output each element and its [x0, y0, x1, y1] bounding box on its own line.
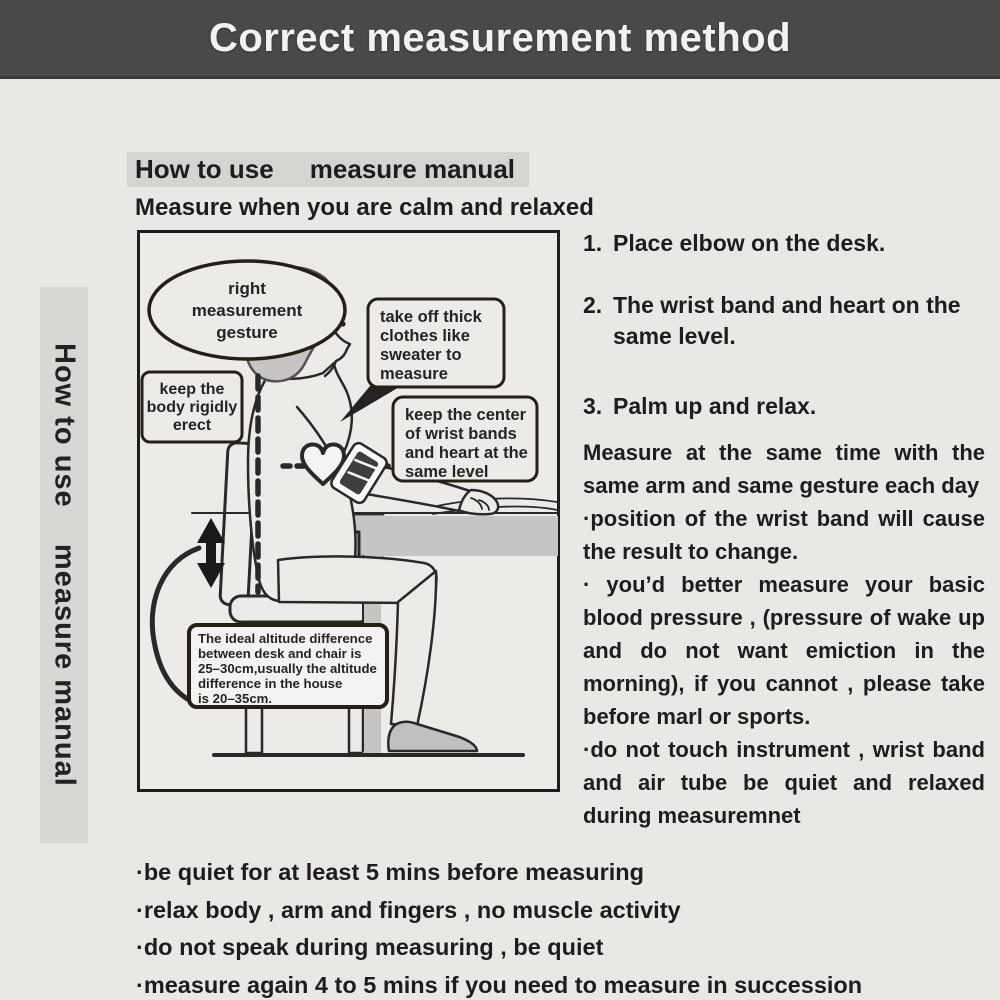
gesture-bubble-line: measurement [191, 301, 303, 320]
step-text: Palm up and relax. [613, 393, 817, 419]
note-paragraph: Measure at the same time with the same arm and same gesture each day [583, 440, 985, 498]
clothes-bubble-line: measure [380, 365, 448, 383]
step-number: 2. [583, 292, 603, 318]
notes-list [583, 436, 985, 832]
gesture-bubble [149, 261, 345, 359]
note-paragraph: ·position of the wrist band will cause the result to change. [583, 506, 985, 564]
clothes-bubble-line: take off thick [380, 308, 482, 326]
section-heading-band [127, 152, 529, 187]
note-paragraph: · you’d better measure your basic blood pressure , (pressure of wake up and do not want emiction in the morning), if you cannot , please take before marl or sports. [583, 572, 985, 729]
gesture-bubble-line: gesture [216, 323, 278, 342]
step-item [583, 290, 985, 352]
bullet-line: ·relax body , arm and fingers , no muscle activity [136, 896, 681, 923]
altitude-note-line: 25–30cm,usually the altitude [198, 661, 377, 676]
step-text: The wrist band and heart on the same level. [613, 292, 961, 349]
step-item [583, 391, 985, 422]
bullet-line: ·be quiet for at least 5 mins before measuring [136, 859, 644, 885]
bullet-line: ·do not speak during measuring , be quiet [136, 934, 604, 960]
altitude-note-line: between desk and chair is [198, 646, 362, 661]
altitude-note-line: difference in the house [198, 676, 343, 691]
wrist-level-line: same level [405, 463, 489, 481]
altitude-note-line: is 20–35cm. [198, 691, 273, 706]
wrist-level-box [393, 397, 537, 481]
step-text: Place elbow on the desk. [613, 230, 886, 256]
wrist-level-line: of wrist bands [405, 425, 517, 443]
header-bar [0, 0, 1000, 79]
body-posture-box [142, 372, 242, 442]
clothes-bubble-line: sweater to [380, 346, 462, 364]
altitude-note-box [189, 625, 387, 707]
clothes-bubble-line: clothes like [380, 327, 470, 345]
vertical-label-strip [40, 287, 88, 843]
wrist-level-line: and heart at the [405, 444, 528, 462]
body-posture-line: erect [172, 417, 212, 434]
wrist-level-line: keep the center [405, 406, 527, 424]
instructions-column [583, 228, 985, 832]
body-posture-line: body rigidly [146, 399, 238, 416]
page-title: Correct measurement method [208, 15, 792, 60]
note-paragraph: ·do not touch instrument , wrist band and air tube be quiet and relaxed during measuremnet [583, 737, 985, 828]
step-item [583, 228, 985, 259]
body-posture-line: keep the [159, 381, 225, 398]
measurement-diagram-svg [137, 230, 560, 792]
footer-bullets [136, 854, 976, 1000]
section-heading: How to use measure manual [135, 154, 515, 184]
measurement-diagram [137, 230, 560, 792]
step-number: 3. [583, 393, 603, 419]
gesture-bubble-line: right [228, 279, 266, 298]
step-number: 1. [583, 230, 603, 256]
section-subheading: Measure when you are calm and relaxed [135, 194, 594, 221]
bullet-line: ·measure again 4 to 5 mins if you need to measure in succession [136, 971, 863, 998]
altitude-note-line: The ideal altitude difference [198, 631, 373, 646]
vertical-label: How to use measure manual [48, 343, 81, 787]
